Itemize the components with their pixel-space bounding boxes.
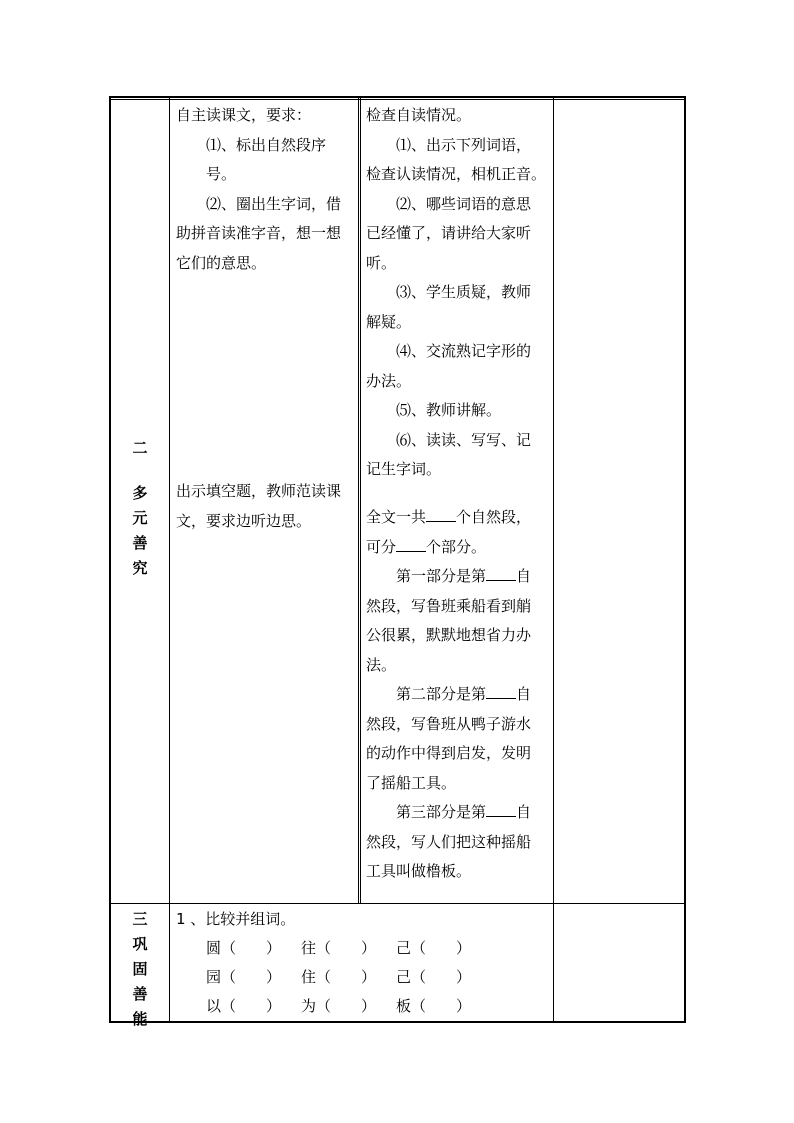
text-line: 法。 — [366, 655, 397, 674]
fill-blank[interactable] — [426, 505, 456, 522]
text-span: 个部分。 — [426, 537, 487, 556]
fill-line — [366, 798, 552, 828]
task-title: 1 、比较并组词。 — [176, 910, 296, 928]
student-activity-block1 — [176, 101, 354, 278]
fill-line — [366, 680, 552, 710]
word-item: 园（ ） — [206, 968, 282, 986]
word-item: 己（ ） — [396, 939, 472, 957]
word-item: 往（ ） — [301, 939, 377, 957]
word-row — [176, 934, 548, 963]
text-line: 出示填空题，教师范读课 — [176, 482, 342, 500]
fill-line — [366, 562, 552, 592]
stage-char: 多 — [132, 484, 148, 502]
fill-blank[interactable] — [486, 564, 516, 581]
text-span: 可分 — [366, 537, 397, 556]
text-line: 助拼音读准字音，想一想 — [176, 224, 342, 242]
text-line: ⑹、读读、写写、记 — [396, 430, 532, 449]
text-line: 已经懂了，请讲给大家听 — [366, 224, 532, 242]
word-item: 己（ ） — [396, 968, 472, 986]
stage-char: 固 — [132, 960, 148, 978]
stage-label-section2 — [111, 436, 169, 581]
word-item: 以（ ） — [206, 997, 282, 1015]
text-span: 第一部分是第 — [396, 567, 487, 585]
text-line: 解疑。 — [366, 312, 412, 331]
fill-blank[interactable] — [486, 682, 516, 699]
stage-char: 巩 — [132, 935, 148, 953]
text-line: 听。 — [366, 253, 397, 272]
text-span: 自 — [516, 803, 532, 821]
text-line: 自主读课文，要求： — [176, 106, 312, 124]
text-line: 公很累，默默地想省力办 — [366, 626, 532, 644]
text-line: ⑵、哪些词语的意思 — [396, 194, 532, 213]
col-divider-2 — [358, 98, 359, 904]
table-top-border-inner — [109, 99, 686, 100]
col-divider-1 — [169, 98, 170, 1023]
text-span: 个自然段， — [456, 508, 532, 526]
text-span: 全文一共 — [366, 508, 427, 526]
text-line: 然段，写鲁班乘船看到艄 — [366, 596, 532, 615]
table-right-border — [684, 96, 686, 1023]
text-line: 然段，写鲁班从鸭子游水 — [366, 714, 532, 733]
text-line: ⑸、教师讲解。 — [396, 401, 502, 419]
text-line: ⑶、学生质疑，教师 — [396, 283, 532, 301]
stage-char: 二 — [132, 439, 148, 457]
col-divider-3 — [553, 98, 554, 1023]
word-row — [176, 963, 548, 992]
stage-char: 善 — [132, 985, 148, 1003]
word-item: 圆（ ） — [206, 939, 282, 957]
stage-char: 三 — [132, 910, 148, 928]
col-divider-2b — [360, 98, 361, 904]
word-item: 住（ ） — [301, 968, 377, 986]
table-top-border — [109, 96, 686, 98]
student-activity-block2 — [176, 477, 354, 536]
text-span: 第三部分是第 — [396, 803, 487, 821]
text-span: 自 — [516, 685, 532, 703]
text-line: 它们的意思。 — [176, 253, 267, 272]
text-line: 的动作中得到启发，发明 — [366, 744, 532, 762]
fill-blank[interactable] — [396, 535, 426, 552]
stage-char: 善 — [132, 534, 148, 552]
text-line: 记生字词。 — [366, 460, 442, 478]
teacher-activity-block1 — [366, 101, 552, 485]
text-line: 文，要求边听边思。 — [176, 511, 312, 530]
consolidation-task — [176, 905, 548, 1021]
text-line: 然段，写人们把这种摇船 — [366, 832, 532, 851]
text-line: 检查自读情况。 — [366, 106, 472, 124]
table-bottom-border — [109, 1021, 686, 1023]
word-item: 板（ ） — [396, 997, 472, 1015]
text-line: ⑷、交流熟记字形的 — [396, 342, 532, 360]
text-line: ⑵、圈出生字词，借 — [206, 194, 342, 213]
teacher-fill-in-block — [366, 503, 552, 887]
stage-char: 元 — [132, 509, 148, 527]
text-span: 自 — [516, 567, 532, 585]
word-row — [176, 992, 548, 1021]
stage-label-section3 — [111, 907, 169, 1032]
stage-char: 能 — [132, 1010, 148, 1028]
text-line: 检查认读情况，相机正音。 — [366, 165, 547, 183]
text-line: 办法。 — [366, 371, 412, 390]
fill-blank[interactable] — [486, 800, 516, 817]
word-item: 为（ ） — [301, 997, 377, 1015]
row-divider — [109, 903, 686, 904]
text-span: 第二部分是第 — [396, 685, 487, 703]
fill-line — [366, 503, 552, 533]
text-line: ⑴、标出自然段序号。 — [206, 135, 327, 183]
fill-line — [366, 533, 552, 563]
stage-char: 究 — [132, 559, 148, 577]
text-line: 了摇船工具。 — [366, 773, 457, 792]
text-line: 工具叫做橹板。 — [366, 862, 472, 880]
stage-spacer — [111, 461, 169, 481]
text-line: ⑴、出示下列词语， — [396, 135, 532, 154]
